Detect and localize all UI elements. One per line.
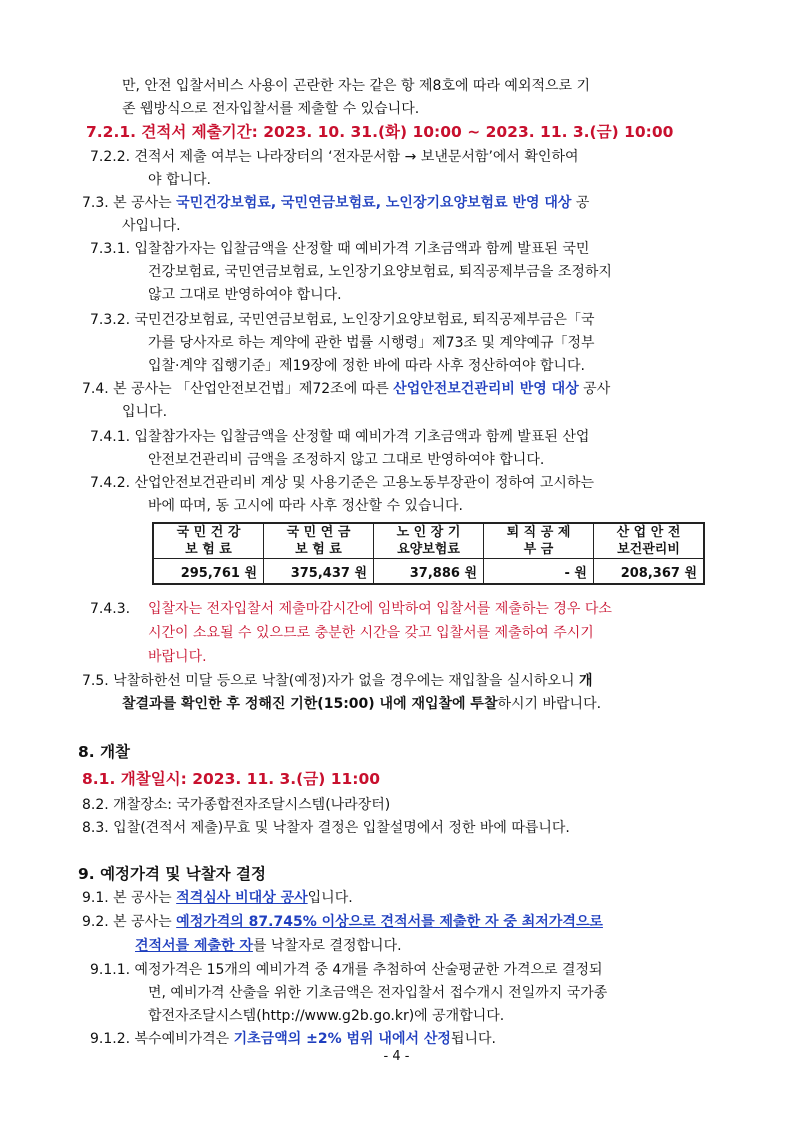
highlight: 기초금액의 ±2% 범위 내에서 산정 bbox=[233, 1031, 451, 1047]
text-line: 바에 따며, 동 고시에 따라 사후 정산할 수 있습니다. bbox=[148, 498, 463, 514]
warning-line: 입찰자는 전자입찰서 제출마감시간에 임박하여 입찰서를 제출하는 경우 다소 bbox=[148, 601, 612, 617]
section-9-1-2: 9.1.2. 복수예비가격은 기초금액의 ±2% 범위 내에서 산정됩니다. bbox=[90, 1031, 496, 1047]
fee-table bbox=[152, 522, 705, 585]
text-line: 7.4.1. 입찰참가자는 입찰금액을 산정할 때 예비가격 기초금액과 함께 발표된 산업 bbox=[90, 429, 590, 445]
section-7-3: 7.3. 본 공사는 국민건강보험료, 국민연금보험료, 노인장기요양보험료 반영 대상 공 bbox=[82, 195, 590, 211]
text-line: 만, 안전 입찰서비스 사용이 곤란한 자는 같은 항 제8호에 따라 예외적으로 기 bbox=[122, 78, 591, 94]
text-line: 견적서를 제출한 자를 낙찰자로 결정합니다. bbox=[135, 938, 402, 954]
table-header: 산 업 안 전 보건관리비 bbox=[594, 523, 705, 559]
section-9-2: 9.2. 본 공사는 예정가격의 87.745% 이상으로 견적서를 제출한 자 중 최저가격으로 bbox=[82, 914, 603, 930]
text-line: 8.3. 입찰(견적서 제출)무효 및 낙찰자 결정은 입찰설명에서 정한 바에 따릅니다. bbox=[82, 820, 570, 836]
highlight: 산업안전보건관리비 반영 대상 bbox=[393, 381, 579, 397]
table-cell: 37,886 원 bbox=[374, 559, 484, 585]
text-line: 합전자조달시스템(http://www.g2b.go.kr)에 공개합니다. bbox=[148, 1008, 505, 1024]
warning-line: 바랍니다. bbox=[148, 649, 207, 665]
highlight: 예정가격의 87.745% 이상으로 견적서를 제출한 자 중 최저가격으로 bbox=[176, 914, 603, 930]
table-cell: - 원 bbox=[484, 559, 594, 585]
text-line: 안전보건관리비 금액을 조정하지 않고 그대로 반영하여야 합니다. bbox=[148, 452, 545, 468]
table-header: 노 인 장 기 요양보험료 bbox=[374, 523, 484, 559]
text-line: 7.3.2. 국민건강보험료, 국민연금보험료, 노인장기요양보험료, 퇴직공제부금은「국 bbox=[90, 312, 595, 328]
section-7-5: 7.5. 낙찰하한선 미달 등으로 낙찰(예정)자가 없을 경우에는 재입찰을 실시하오니 개 bbox=[82, 673, 593, 689]
text-line: 입니다. bbox=[122, 404, 168, 420]
table-header: 국 민 건 강 보 험 료 bbox=[153, 523, 264, 559]
text-line: 7.4.2. 산업안전보건관리비 계상 및 사용기준은 고용노동부장관이 정하여 고시하는 bbox=[90, 475, 594, 491]
table-cell: 208,367 원 bbox=[594, 559, 705, 585]
highlight: 국민건강보험료, 국민연금보험료, 노인장기요양보험료 반영 대상 bbox=[176, 195, 572, 211]
table-header: 퇴 직 공 제 부 금 bbox=[484, 523, 594, 559]
text-line: 7.4.3. bbox=[90, 601, 131, 617]
text-line: 야 합니다. bbox=[148, 172, 211, 188]
text-line: 8.2. 개찰장소: 국가종합전자조달시스템(나라장터) bbox=[82, 797, 391, 813]
text-line: 면, 예비가격 산출을 위한 기초금액은 전자입찰서 접수개시 전일까지 국가종 bbox=[148, 985, 608, 1001]
section-heading-8: 8. 개찰 bbox=[78, 743, 131, 761]
page-number: - 4 - bbox=[383, 1049, 410, 1064]
text-line: 가를 당사자로 하는 계약에 관한 법률 시행령」제73조 및 계약예규「정부 bbox=[148, 335, 595, 351]
table-header: 국 민 연 금 보 험 료 bbox=[264, 523, 374, 559]
warning-line: 시간이 소요될 수 있으므로 충분한 시간을 갖고 입찰서를 제출하여 주시기 bbox=[148, 625, 594, 641]
section-7-4: 7.4. 본 공사는 「산업안전보건법」제72조에 따른 산업안전보건관리비 반영 대상 공사 bbox=[82, 381, 611, 397]
text-line: 건강보험료, 국민연금보험료, 노인장기요양보험료, 퇴직공제부금을 조정하지 bbox=[148, 264, 612, 280]
section-9-1: 9.1. 본 공사는 적격심사 비대상 공사입니다. bbox=[82, 890, 353, 906]
text-line: 7.2.2. 견적서 제출 여부는 나라장터의 ‘전자문서함 → 보낸문서함’에서 확인하여 bbox=[90, 149, 579, 165]
text-line: 찰결과를 확인한 후 정해진 기한(15:00) 내에 재입찰에 투찰하시기 바랍니다. bbox=[122, 696, 602, 712]
table-cell: 295,761 원 bbox=[153, 559, 264, 585]
text-line: 7.3.1. 입찰참가자는 입찰금액을 산정할 때 예비가격 기초금액과 함께 발표된 국민 bbox=[90, 241, 590, 257]
opening-datetime: 8.1. 개찰일시: 2023. 11. 3.(금) 11:00 bbox=[82, 770, 381, 788]
text-line: 9.1.1. 예정가격은 15개의 예비가격 중 4개를 추첨하여 산술평균한 가격으로 결정되 bbox=[90, 962, 603, 978]
section-heading-9: 9. 예정가격 및 낙찰자 결정 bbox=[78, 865, 266, 883]
highlight: 견적서를 제출한 자 bbox=[135, 938, 253, 954]
text-line: 않고 그대로 반영하여야 합니다. bbox=[148, 287, 342, 303]
highlight: 적격심사 비대상 공사 bbox=[176, 890, 308, 906]
submission-period: 7.2.1. 견적서 제출기간: 2023. 10. 31.(화) 10:00 ~ 2023. 11. 3.(금) 10:00 bbox=[86, 123, 674, 141]
text-line: 존 웹방식으로 전자입찰서를 제출할 수 있습니다. bbox=[122, 101, 420, 117]
table-cell: 375,437 원 bbox=[264, 559, 374, 585]
text-line: 사입니다. bbox=[122, 218, 181, 234]
text-line: 입찰·계약 집행기준」제19장에 정한 바에 따라 사후 정산하여야 합니다. bbox=[148, 358, 586, 374]
